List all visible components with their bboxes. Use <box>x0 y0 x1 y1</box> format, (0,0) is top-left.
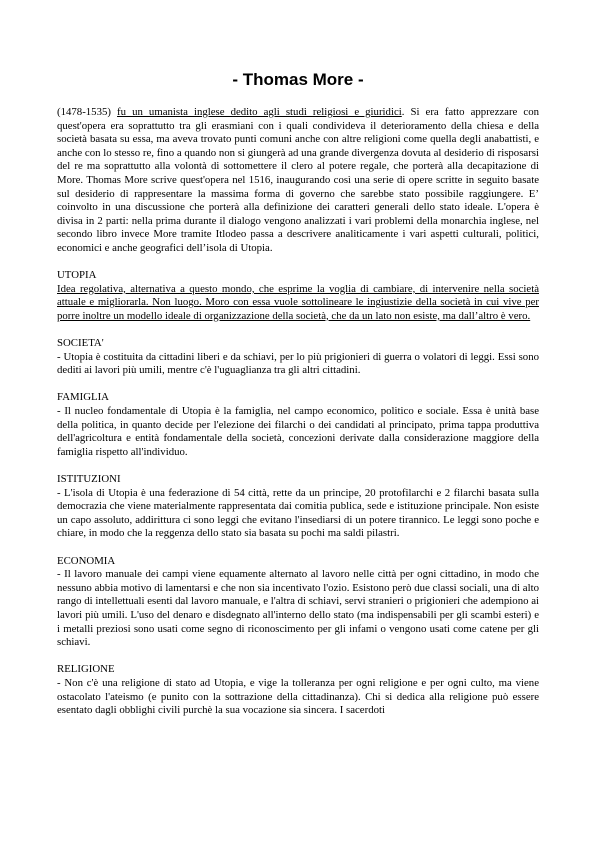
document-body <box>57 106 539 731</box>
intro-underlined-text: fu un umanista inglese dedito agli studi religiosi e giuridici <box>117 106 402 118</box>
intro-section <box>57 106 539 256</box>
intro-text: . Si era fatto apprezzare con quest'opera era soprattutto tra gli erasmiani con i quali condivideva il deterioramento della chiesa e della società basata su essa, ma aveva trovato punti comuni anche con altre religioni come quella degli anabattisti, e anche con lo stesso re, fino a quando non si giungerà ad una grande divergenza dovuta al desiderio di risposarsi del re ma soprattutto alla volontà di sottomettere il clero al potere regale, che porterà alla decapitazione di More. Thomas More scrive quest'opera nel 1516, inaugurando così una serie di opere scritte in seguito basate sul desiderio di rappresentare la massima forma di governo che sarebbe stato possibile raggiungere. E’ coinvolto in una discussione che porterà alla definizione dei caratteri generali dello stato ideale. L'opera è divisa in 2 parti: nella prima durante il dialogo vengono analizzati i vari problemi della monarchia inglese, nel secondo libro invece More tramite Itlodeo passa a descrivere analiticamente i vari aspetti culturali, politici, economici e anche geografici dell’isola di Utopia. <box>57 106 539 254</box>
section-text-societa: - Utopia è costituita da cittadini liberi e da schiavi, per lo più prigionieri di guerra o volatori di leggi. Essi sono dediti ai lavori più umili, mentre c'è l'uguaglianza tra gli altri cittadini. <box>57 350 539 377</box>
section-text-istituzioni: - L'isola di Utopia è una federazione di 54 città, rette da un principe, 20 protofilarchi e 2 filarchi basata sulla democrazia che viene materialmente rappresentata dai comitia publica, sede e istituzione principale. Non esiste un capo assoluto, addirittura ci sono leggi che evitano l'insediarsi di un potere tirannico. Le leggi sono poche e chiare, in modo che la reggenza dello stato sia basata su pochi ma saldi pilastri. <box>57 486 539 540</box>
intro-paragraph <box>57 106 539 256</box>
section-heading-societa: SOCIETA' <box>57 337 104 350</box>
section-heading-istituzioni: ISTITUZIONI <box>57 473 121 486</box>
intro-dates: (1478-1535) <box>57 106 118 118</box>
section-heading-famiglia: FAMIGLIA <box>57 391 109 404</box>
section-heading-religione: RELIGIONE <box>57 663 115 676</box>
section-text-famiglia: - Il nucleo fondamentale di Utopia è la famiglia, nel campo economico, politico e sociale. Essa è unità base della politica, in quanto decide per l'elezione dei filarchi o dei candidati al principato, prima tappa produttiva dell'agricoltura e entità fondamentale della società, concezioni derivate dalla considerazione maggiore della famiglia rispetto all'individuo. <box>57 405 539 458</box>
section-text-utopia: Idea regolativa, alternativa a questo mondo, che esprime la voglia di cambiare, di intervenire nella società attuale e migliorarla. Non luogo. Moro con essa vuole sottolineare le ingiustizie della società in cui vive per porre inoltre un modello ideale di organizzazione della società, che da un lato non esiste, ma dall’altro è vero. <box>57 282 539 322</box>
section-famiglia <box>57 391 539 459</box>
page-title: - Thomas More - <box>232 70 364 89</box>
section-istituzioni <box>57 473 539 541</box>
section-heading-utopia: UTOPIA <box>57 269 97 282</box>
section-text-religione: - Non c'è una religione di stato ad Utopia, e vige la tolleranza per ogni religione e per ogni culto, ma viene ostacolato l'ateismo (e punito con la sottrazione della cittadinanza). Chi si dedica alla religione può essere esentato dagli obblighi civili purchè la sua vocazione sia sincera. I sacerdoti <box>57 676 539 717</box>
section-societa <box>57 337 539 378</box>
section-heading-economia: ECONOMIA <box>57 554 116 567</box>
section-text-economia: - Il lavoro manuale dei campi viene equamente alternato al lavoro nelle città per ogni cittadino, in modo che nessuno abbia motivo di lamentarsi e che non sia incentivato l'ozio. Esistono però due classi sociali, una di alto rango di intellettuali esenti dal lavoro manuale, e l'altra di schiavi, servi stranieri o prigionieri che adempiono ai lavori più umili. L'uso del denaro e disdegnato all'interno dello stato (ma indispensabili per gli scambi esteri) e i metalli preziosi sono usati come segno di riconoscimento per gli infami o vengono usati come catene per gli schiavi. <box>57 568 539 649</box>
section-religione <box>57 663 539 717</box>
section-utopia <box>57 269 539 323</box>
section-economia <box>57 555 539 650</box>
